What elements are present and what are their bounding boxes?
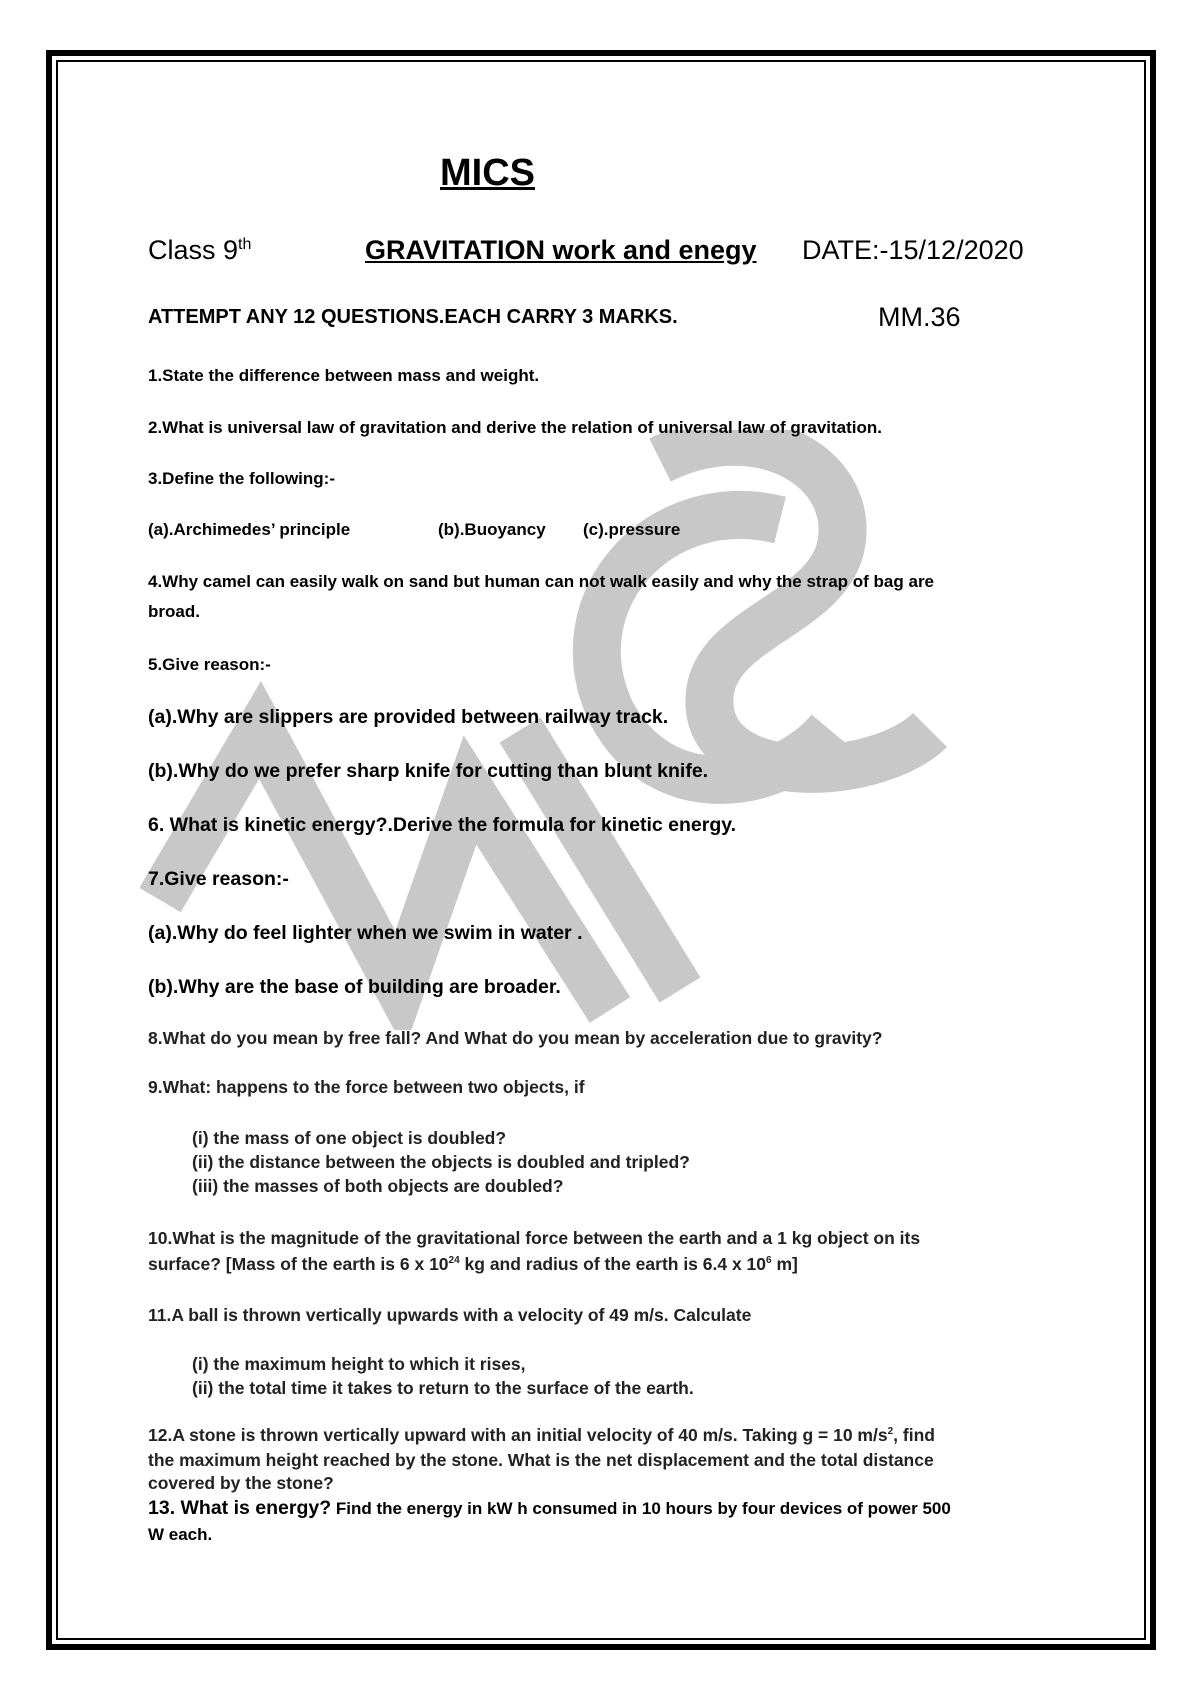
- question-3-b: (b).Buoyancy: [438, 520, 546, 539]
- q10-text-c: m]: [771, 1254, 798, 1274]
- instructions: ATTEMPT ANY 12 QUESTIONS.EACH CARRY 3 MARKS.: [148, 306, 678, 328]
- question-8: 8.What do you mean by free fall? And What do you mean by acceleration due to gravity?: [148, 1028, 883, 1048]
- question-9: 9.What: happens to the force between two objects, if: [148, 1077, 585, 1097]
- question-3: 3.Define the following:-: [148, 469, 335, 488]
- q10-exponent-2: 6: [766, 1255, 772, 1267]
- question-2: 2.What is universal law of gravitation and derive the relation of universal law of gravitation.: [148, 418, 882, 437]
- question-9-iii: (iii) the masses of both objects are doubled?: [192, 1176, 564, 1196]
- question-11: 11.A ball is thrown vertically upwards with a velocity of 49 m/s. Calculate: [148, 1305, 752, 1325]
- question-12-line-2: the maximum height reached by the stone. What is the net displacement and the total distance: [148, 1450, 934, 1470]
- q12-text-a: 12.A stone is thrown vertically upward with an initial velocity of 40 m/s. Taking g = 10 m/s: [148, 1425, 888, 1445]
- question-11-ii: (ii) the total time it takes to return to the surface of the earth.: [192, 1378, 694, 1398]
- q10-text-a: surface? [Mass of the earth is 6 x 10: [148, 1254, 449, 1274]
- question-5-a: (a).Why are slippers are provided between railway track.: [148, 706, 669, 728]
- question-3-a: (a).Archimedes’ principle: [148, 520, 351, 539]
- question-5: 5.Give reason:-: [148, 655, 271, 674]
- q10-exponent-1: 24: [448, 1255, 460, 1267]
- q13-text: Find the energy in kW h consumed in 10 hours by four devices of power 500: [331, 1499, 951, 1518]
- question-11-i: (i) the maximum height to which it rises,: [192, 1354, 526, 1374]
- watermark-letter-s: [660, 442, 930, 769]
- class-label-text: Class 9: [148, 235, 239, 265]
- q12-exponent: 2: [887, 1426, 894, 1438]
- q10-text-b: kg and radius of the earth is 6.4 x 10: [459, 1254, 767, 1274]
- subject-title: GRAVITATION work and enegy: [365, 235, 757, 265]
- question-13-line-2: W each.: [148, 1525, 213, 1544]
- question-7-a: (a).Why do feel lighter when we swim in water .: [148, 922, 583, 944]
- school-title: MICS: [440, 152, 535, 194]
- q12-text-b: , find: [893, 1425, 935, 1445]
- question-10-line-1: 10.What is the magnitude of the gravitational force between the earth and a 1 kg object on its: [148, 1228, 921, 1248]
- question-12-line-1: [148, 1425, 935, 1445]
- class-superscript: th: [238, 236, 252, 253]
- question-6: 6. What is kinetic energy?.Derive the formula for kinetic energy.: [148, 814, 737, 836]
- question-3-c: (c).pressure: [583, 520, 681, 539]
- question-12-line-3: covered by the stone?: [148, 1473, 334, 1493]
- question-10-line-2: [148, 1254, 798, 1274]
- question-7-b: (b).Why are the base of building are broader.: [148, 976, 561, 998]
- question-9-ii: (ii) the distance between the objects is doubled and tripled?: [192, 1152, 690, 1172]
- question-4-line-1: 4.Why camel can easily walk on sand but human can not walk easily and why the strap of bag are: [148, 572, 935, 591]
- exam-date: DATE:-15/12/2020: [802, 235, 1024, 265]
- question-4-line-2: broad.: [148, 602, 200, 621]
- class-label: [148, 235, 251, 266]
- question-9-i: (i) the mass of one object is doubled?: [192, 1128, 507, 1148]
- q13-lead: 13. What is energy?: [148, 1497, 332, 1519]
- question-5-b: (b).Why do we prefer sharp knife for cutting than blunt knife.: [148, 760, 709, 782]
- max-marks: MM.36: [878, 302, 961, 332]
- question-1: 1.State the difference between mass and weight.: [148, 366, 540, 385]
- question-7: 7.Give reason:-: [148, 868, 289, 890]
- question-13-line-1: [148, 1497, 951, 1519]
